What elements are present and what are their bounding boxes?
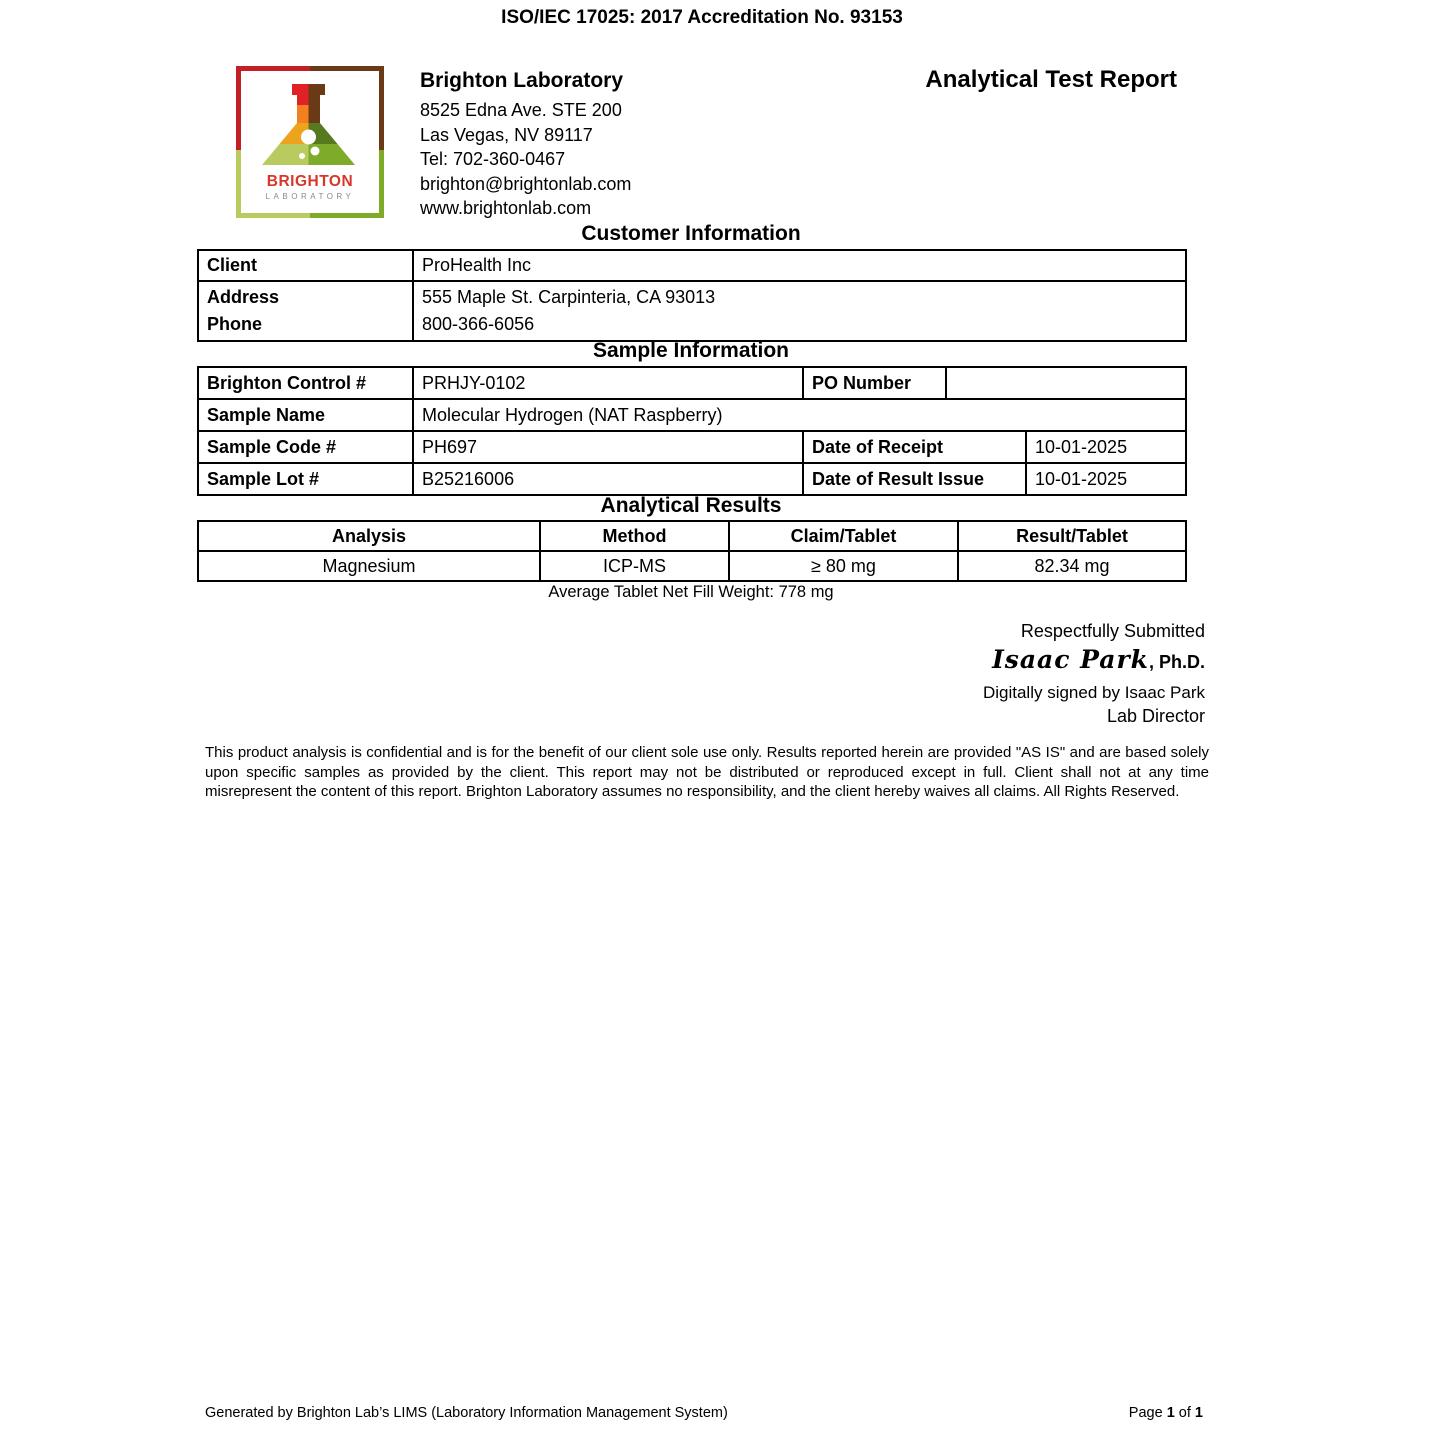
table-row: [198, 281, 1186, 341]
lab-website: www.brightonlab.com: [420, 198, 592, 219]
date-receipt-value: 10-01-2025: [1026, 431, 1186, 463]
date-issue-value: 10-01-2025: [1026, 463, 1186, 495]
column-header-analysis: Analysis: [198, 521, 540, 551]
average-weight-note: Average Tablet Net Fill Weight: 778 mg: [548, 583, 834, 601]
analytical-results-heading: Analytical Results: [600, 494, 782, 517]
sample-name-value: Molecular Hydrogen (NAT Raspberry): [413, 399, 1186, 431]
phone-value: 800-366-6056: [422, 314, 535, 334]
table-row: [198, 367, 1186, 399]
accreditation-header: ISO/IEC 17025: 2017 Accreditation No. 93153: [501, 7, 903, 28]
table-row: [198, 399, 1186, 431]
sample-lot-value: B25216006: [413, 463, 803, 495]
lab-phone: Tel: 702-360-0467: [420, 149, 566, 170]
table-row: [198, 250, 1186, 281]
sample-lot-label: Sample Lot #: [198, 463, 413, 495]
footer-generated-by: Generated by Brighton Lab’s LIMS (Laboratory Information Management System): [205, 1405, 728, 1421]
lab-address-line2: Las Vegas, NV 89117: [420, 124, 593, 145]
disclaimer-text: This product analysis is confidential and is for the benefit of our client sole use only. Results reported herein are provided "AS IS" and are based solely upon specific samples as provided by the client. This report may not be distributed or reproduced except in full. Client shall not at any time misrepresent the content of this report. Brighton Laboratory assumes no responsibility, and the client hereby waives all claims. All Rights Reserved.: [205, 744, 1209, 800]
column-header-result: Result/Tablet: [958, 521, 1186, 551]
lab-info-block: [420, 67, 890, 221]
client-value: ProHealth Inc: [413, 250, 1186, 281]
table-row: [198, 551, 1186, 581]
method-value: ICP-MS: [540, 551, 729, 581]
customer-info-table: [197, 249, 1187, 342]
lab-email: brighton@brightonlab.com: [420, 173, 632, 194]
date-receipt-label: Date of Receipt: [803, 431, 1026, 463]
control-number-value: PRHJY-0102: [413, 367, 803, 399]
address-value: 555 Maple St. Carpinteria, CA 93013: [422, 287, 716, 307]
analytical-results-table: [197, 520, 1187, 582]
result-value: 82.34 mg: [958, 551, 1186, 581]
logo-brand-text: BRIGHTON: [266, 173, 354, 190]
flask-logo-icon: [236, 66, 384, 218]
table-row: [198, 463, 1186, 495]
client-label: Client: [198, 250, 413, 281]
sample-info-heading: Sample Information: [592, 339, 790, 362]
lab-address-line1: 8525 Edna Ave. STE 200: [420, 100, 622, 120]
signature-submitted: Respectfully Submitted: [1020, 621, 1205, 641]
brighton-logo: [236, 66, 384, 218]
lab-name: Brighton Laboratory: [420, 69, 623, 92]
sample-code-label: Sample Code #: [198, 431, 413, 463]
analysis-value: Magnesium: [198, 551, 540, 581]
signature-credential: , Ph.D.: [1148, 652, 1205, 672]
footer-page-number: Page 1 of 1: [1128, 1405, 1203, 1421]
signature-role: Lab Director: [1106, 706, 1205, 726]
sample-info-table: [197, 366, 1187, 496]
sample-name-label: Sample Name: [198, 399, 413, 431]
po-number-label: PO Number: [803, 367, 946, 399]
sample-code-value: PH697: [413, 431, 803, 463]
claim-value: ≥ 80 mg: [729, 551, 958, 581]
customer-info-heading: Customer Information: [581, 222, 801, 245]
table-row: [198, 431, 1186, 463]
column-header-claim: Claim/Tablet: [729, 521, 958, 551]
logo-brand-subtext: LABORATORY: [265, 192, 355, 201]
address-label: Address: [207, 287, 280, 307]
control-number-label: Brighton Control #: [198, 367, 413, 399]
signature-script-name: Isaac Park: [992, 645, 1149, 674]
phone-label: Phone: [207, 314, 263, 334]
signature-name-line: [983, 643, 1205, 679]
report-title: Analytical Test Report: [925, 66, 1177, 93]
signature-digital-note: Digitally signed by Isaac Park: [982, 683, 1205, 702]
po-number-value: [946, 367, 1186, 399]
date-issue-label: Date of Result Issue: [803, 463, 1026, 495]
column-header-method: Method: [540, 521, 729, 551]
table-header-row: [198, 521, 1186, 551]
signature-block: [983, 620, 1205, 728]
